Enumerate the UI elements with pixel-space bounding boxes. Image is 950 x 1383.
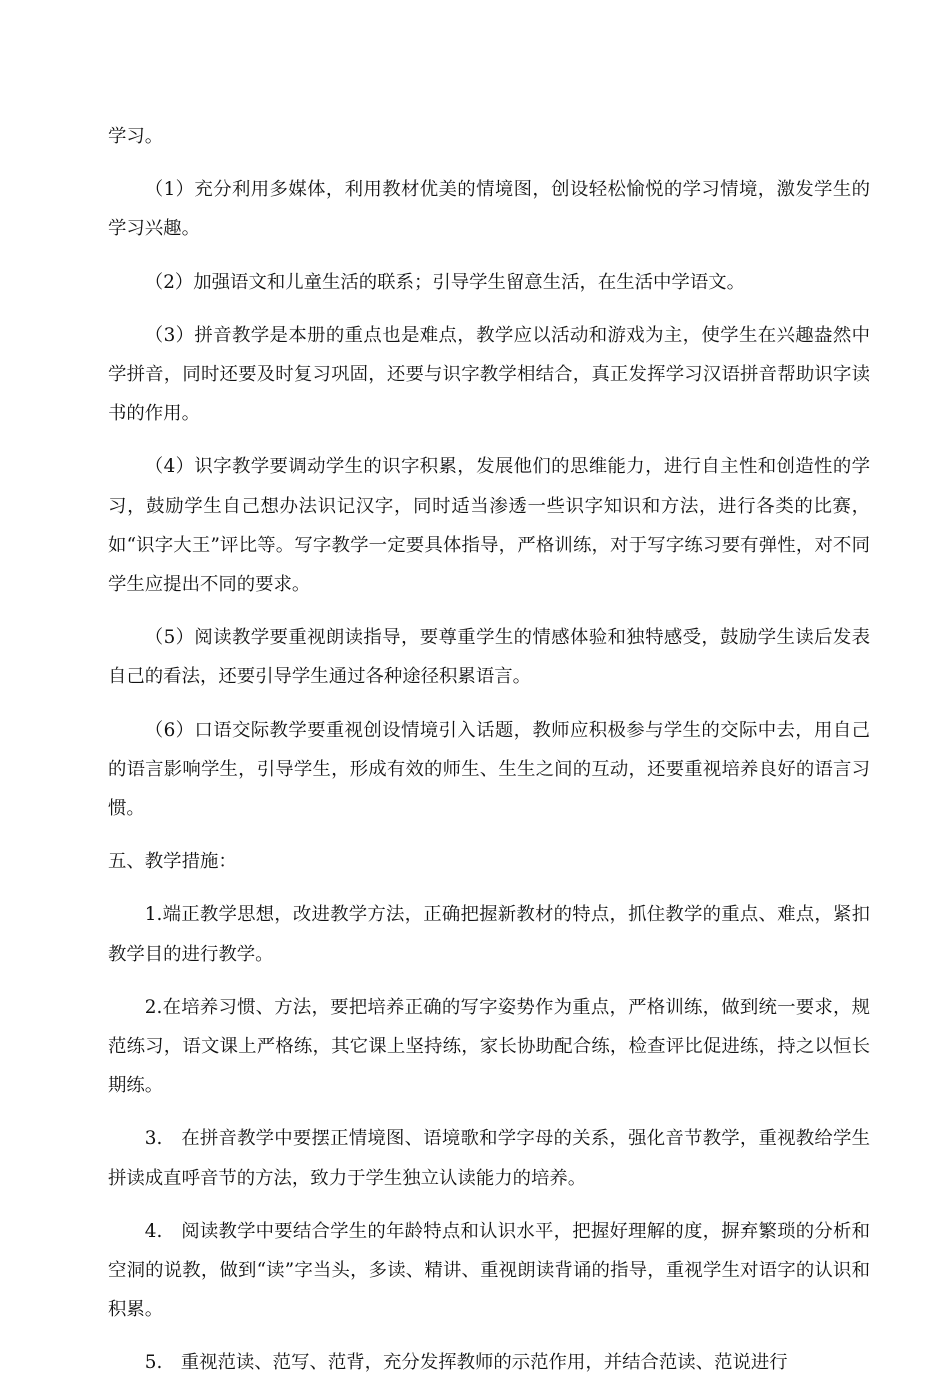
measure-item-5: 5. 重视范读、范写、范背，充分发挥教师的示范作用，并结合范读、范说进行: [144, 1352, 788, 1374]
paragraph-item-1: （1）充分利用多媒体，利用教材优美的情境图，创设轻松愉悦的学习情境，激发学生的学习兴趣。: [108, 179, 870, 240]
paragraph-item-5: （5）阅读教学要重视朗读指导，要尊重学生的情感体验和独特感受，鼓励学生读后发表自己的看法，还要引导学生通过各种途径积累语言。: [108, 627, 870, 688]
paragraph-item-4: （4）识字教学要调动学生的识字积累，发展他们的思维能力，进行自主性和创造性的学习，鼓励学生自己想办法识记汉字，同时适当渗透一些识字知识和方法，进行各类的比赛，如“识字大王”评比等。写字教学一定要具体指导，严格训练，对于写字练习要有弹性，对不同学生应提出不同的要求。: [108, 456, 870, 596]
paragraph-item-2: （2）加强语文和儿童生活的联系；引导学生留意生活，在生活中学语文。: [144, 271, 745, 293]
section-heading: 五、教学措施：: [108, 851, 237, 873]
measure-item-4: 4. 阅读教学中要结合学生的年龄特点和认识水平，把握好理解的度，摒弃繁琐的分析和空洞的说教，做到“读”字当头，多读、精讲、重视朗读背诵的指导，重视学生对语字的认识和积累。: [108, 1220, 870, 1321]
measure-item-3: 3. 在拼音教学中要摆正情境图、语境歌和学字母的关系，强化音节教学，重视教给学生拼读成直呼音节的方法，致力于学生独立认读能力的培养。: [108, 1128, 870, 1189]
measure-item-2: 2.在培养习惯、方法，要把培养正确的写字姿势作为重点，严格训练，做到统一要求，规范练习，语文课上严格练，其它课上坚持练，家长协助配合练，检查评比促进练，持之以恒长期练。: [108, 996, 870, 1097]
paragraph-continuation: 学习。: [108, 126, 164, 147]
paragraph-item-3: （3）拼音教学是本册的重点也是难点，教学应以活动和游戏为主，使学生在兴趣盎然中学拼音，同时还要及时复习巩固，还要与识字教学相结合，真正发挥学习汉语拼音帮助识字读书的作用。: [108, 324, 870, 425]
document-body: [108, 117, 870, 1383]
measure-item-1: 1.端正教学思想，改进教学方法，正确把握新教材的特点，抓住教学的重点、难点，紧扣教学目的进行教学。: [108, 904, 870, 965]
paragraph-item-6: （6）口语交际教学要重视创设情境引入话题，教师应积极参与学生的交际中去，用自己的语言影响学生，引导学生，形成有效的师生、生生之间的互动，还要重视培养良好的语言习惯。: [108, 719, 870, 820]
